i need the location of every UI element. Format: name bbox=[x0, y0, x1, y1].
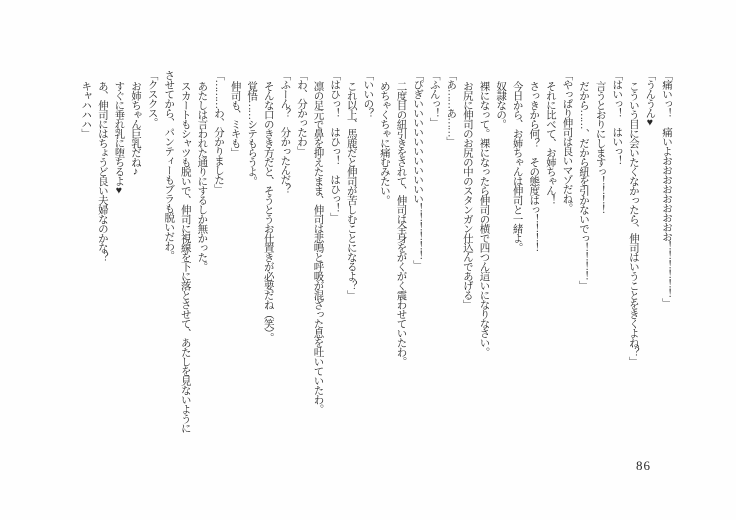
page-number: 86 bbox=[636, 458, 651, 473]
text-line: めちゃくちゃに痛むみたい。 bbox=[378, 80, 390, 204]
text-line: 「あ……あ……」 bbox=[445, 70, 457, 146]
text-line: 「痛いっ！ 痛いよおおおおおおおおお！！！！！！」 bbox=[661, 70, 672, 308]
text-line: 「いいの？ bbox=[362, 70, 374, 118]
text-line: 今日から、お姉ちゃんは伸司と一緒よ。 bbox=[511, 80, 523, 252]
text-line: 「クスクス。 bbox=[146, 70, 158, 127]
text-line: こういう目に会いたくなかったら、伸司はいうことをきくよね？」 bbox=[627, 80, 639, 366]
text-line: お姉ちゃん巨乳だね♪ bbox=[130, 80, 141, 176]
text-line: 「やっぱり伸司は良いマゾだね。 bbox=[561, 70, 573, 213]
text-line: 「はひっ！ はひっ！ はひっ！」 bbox=[329, 70, 341, 222]
text-line: キャハハハ」 bbox=[80, 80, 92, 138]
text-line: 伸司も、ミキも」 bbox=[229, 80, 241, 157]
text-line: すぐに垂れ乳に堕ちるよ♥ bbox=[113, 80, 125, 195]
text-line: あ、伸司にはちょうど良い夫婦なのかな？ bbox=[96, 80, 108, 261]
text-line: お尻に伸司のお尻の中のスタンガン仕込んであげる」 bbox=[461, 80, 473, 309]
text-line: 裸になって。裸になったら伸司の横で四つん這いになりなさい。 bbox=[478, 80, 490, 356]
text-line: 奴隷なの。 bbox=[495, 80, 507, 128]
text-line: 「………わ、分かりました」 bbox=[212, 70, 224, 194]
text-line: 凛の足元で鼻を抑えたまま、伸司は悲鳴と呼吸が混ざった息を吐いていたわ。 bbox=[312, 80, 324, 413]
text-line: 「ぴぎいいいいいいいいいいい！！！！！！」 bbox=[412, 70, 424, 270]
text-line: スカートもシャツも脱いで、伸司に視線を下に落とさせて、あたしを見ないようにさせてから、パンティーもブラも脱いだわ。 bbox=[163, 70, 191, 432]
text-line: 「ふーん？ 分かったんだ？ bbox=[279, 70, 291, 194]
text-line: 二度目の紐引きをされて、伸司は全身をがくがく震わせていたわ。 bbox=[395, 80, 407, 366]
text-line: さっきから何？ その態度はっ！！！！ bbox=[528, 80, 540, 252]
text-line: 「わ、分かったわ」 bbox=[295, 70, 307, 156]
text-line: あたしは言われた通りにするしか無かった。 bbox=[196, 80, 208, 271]
text-line: それに比べて、お姉ちゃん！ bbox=[544, 80, 556, 204]
text-line: 「うんうん♥ bbox=[644, 70, 656, 128]
text-columns bbox=[77, 70, 674, 438]
text-line: これ以上、馬鹿だと伸司が苦しむことになるよ？」 bbox=[345, 80, 357, 299]
text-line: 「ふんっ！」 bbox=[428, 70, 440, 127]
text-line: そんな口のきき方だと、そうとうお仕置きが必要だね（笑）。 bbox=[262, 80, 274, 342]
text-line: 覚悟……シテもらうよ。 bbox=[246, 80, 258, 185]
text-line: 言うとおりにしますっ！！！！ bbox=[594, 80, 606, 214]
text-line: だから……、だから紐を引かないでっ！！！！」 bbox=[578, 80, 590, 290]
text-line: 「はいっ！ はいっ！ bbox=[611, 70, 623, 165]
